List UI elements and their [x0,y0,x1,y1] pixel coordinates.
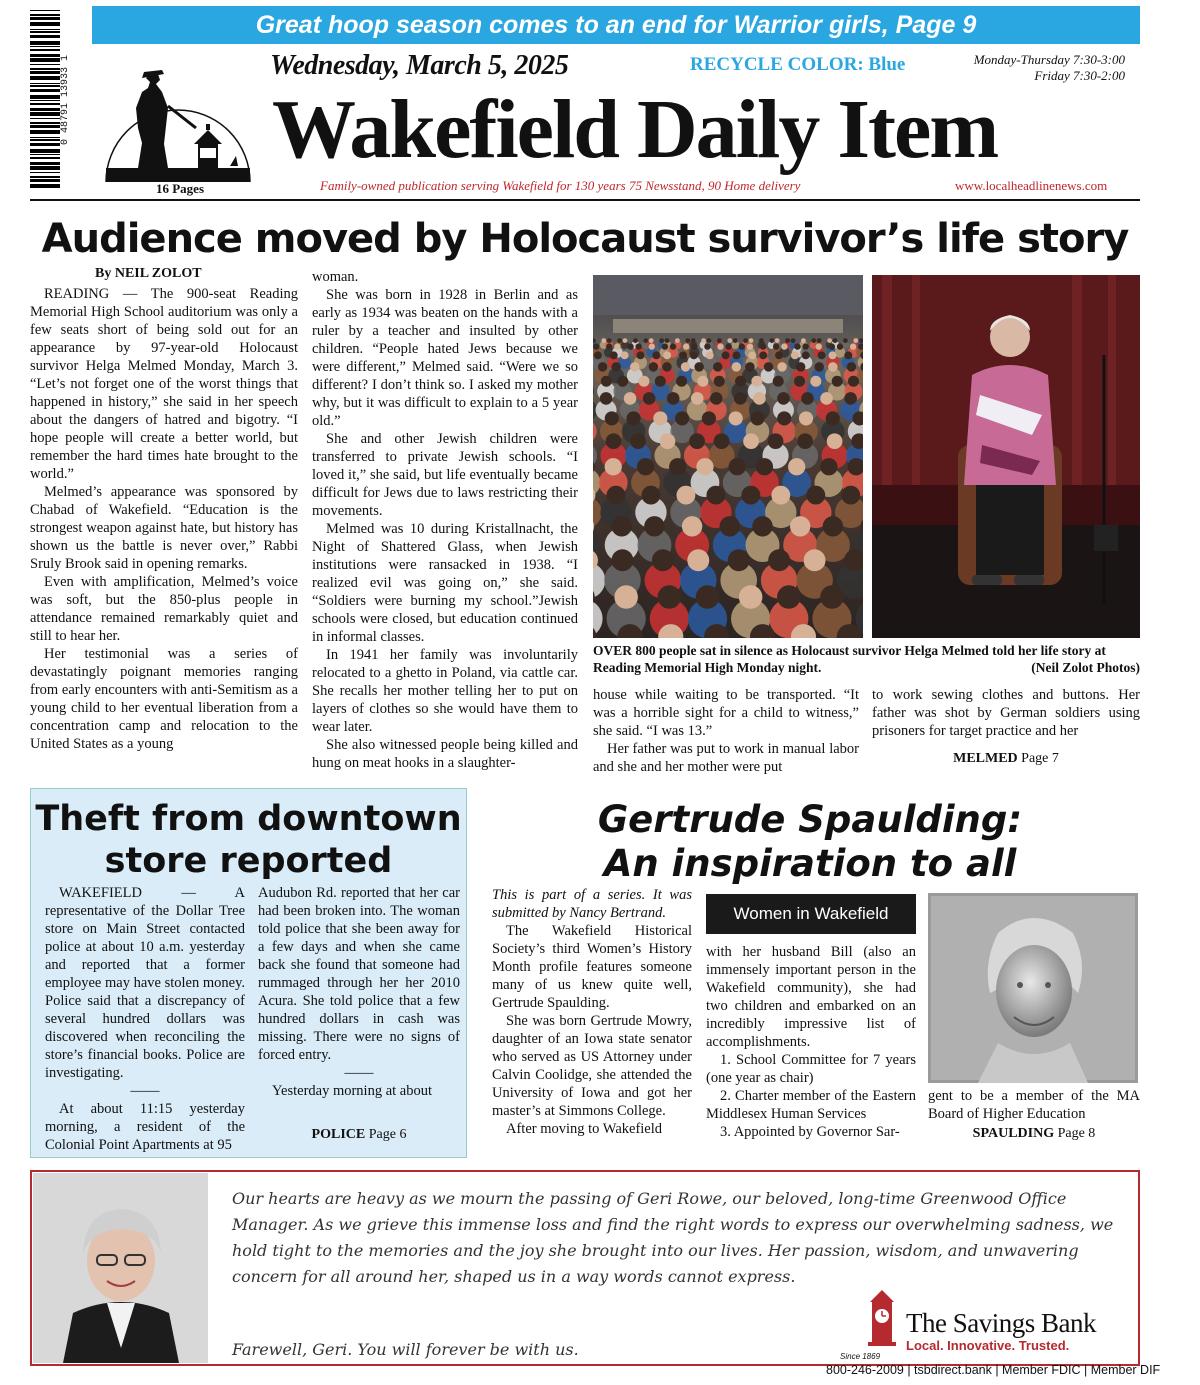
paragraph: to work sewing clothes and buttons. Her father was shot by German soldiers using prisoners for target practice and her [872,687,1140,739]
hours-line-1: Monday-Thursday 7:30-3:00 [973,52,1125,67]
paragraph: Even with amplification, Melmed’s voice was soft, but the 850-plus people in attendance remained remarkably quiet and still to hear her. [30,574,298,644]
jump-page: Page 6 [368,1127,407,1142]
lead-column-1 [30,285,298,753]
spaulding-column-3 [928,1087,1140,1123]
photo-caption [593,642,1140,676]
theft-column-1 [45,884,245,1154]
paragraph: At about 11:15 yesterday morning, a resident of the Colonial Point Apartments at 95 [45,1101,245,1153]
spaulding-column-1-body [492,922,692,1138]
paragraph: with her husband Bill (also an immensely important person in the Wakefield community), she had two children and embarked on an incredibly impressive list of accomplishments. [706,944,916,1050]
recycle-color: RECYCLE COLOR: Blue [690,54,906,75]
paragraph: She and other Jewish children were transferred to private Jewish schools. “I loved it,” she said, but life eventually became difficult for Jews due to laws restricting their movements. [312,431,578,519]
paragraph: 1. School Committee for 7 years (one year as chair) [706,1052,916,1086]
theft-headline-line-2: store reported [104,841,393,881]
jump-key: SPAULDING [972,1126,1055,1141]
women-in-wakefield-label: Women in Wakefield [706,894,916,934]
lead-headline[interactable]: Audience moved by Holocaust survivor’s life story [41,216,1129,262]
spaulding-headline[interactable] [480,798,1140,886]
theft-headline[interactable] [30,798,467,882]
lead-column-2 [312,268,578,772]
series-intro: This is part of a series. It was submitted by Nancy Bertrand. [492,887,692,921]
clock-tower-icon [862,1288,902,1348]
spaulding-column-1 [492,886,692,1138]
caption-text: OVER 800 people sat in silence as Holocaust survivor Helga Melmed told her life story at Reading Memorial High Monday night. [593,643,1106,675]
paragraph: Her father was put to work in manual labor and she and her mother were put [593,741,859,775]
memorial-farewell: Farewell, Geri. You will forever be with us. [232,1340,579,1359]
paragraph: 2. Charter member of the Eastern Middlesex Human Services [706,1088,916,1122]
paragraph: house while waiting to be transported. “It was a horrible sight for a child to witness,” she said. “I was 13.” [593,687,859,739]
jump-page: Page 8 [1057,1126,1096,1141]
bank-contact-info: 800-246-2009 | tsbdirect.bank | Member FDIC | Member DIF [826,1363,1161,1377]
tagline: Family-owned publication serving Wakefield for 130 years 75 Newsstand, 90 Home delivery [320,178,801,193]
paragraph: WAKEFIELD — A representative of the Dollar Tree store on Main Street contacted police at about 10 a.m. yesterday and reported that a former employee may have stolen money. Police said that a discrepancy of several hundred dollars was discovered when reconciling the store’s financial books. Police are investigating. [45,885,245,1081]
paragraph: Melmed was 10 during Kristallnacht, the Night of Shattered Glass, when Jewish institutions were ransacked in 1938. “I realized evil was going on,” she said. “Soldiers were burning my school.”Jewish schools were closed, but education continued in informal classes. [312,521,578,645]
issue-date: Wednesday, March 5, 2025 [270,50,569,81]
spaulding-relief-portrait[interactable] [928,893,1138,1083]
barcode [30,10,60,190]
theft-column-2 [258,884,460,1100]
paragraph: Yesterday morning at about [272,1083,433,1099]
paragraph: 3. Appointed by Governor Sar- [720,1124,900,1140]
police-jump-link[interactable] [258,1127,460,1143]
paragraph: —— [344,1065,374,1081]
paragraph: woman. [312,269,359,285]
auditorium-photo[interactable] [593,275,863,638]
jump-key: POLICE [311,1127,366,1142]
theft-headline-line-1: Theft from downtown [35,799,462,839]
paragraph: READING — The 900-seat Reading Memorial High School auditorium was only a few seats short of being sold out for an appearance by 97-year-old Holocaust survivor Helga Melmed Monday, March 3. “Let’s not forget one of the worst things that happened in history,” she said in her speech about the dangers of hatred and bigotry. “I hope people will create a better world, but remember the hard times hate brought to the world.” [30,286,298,482]
paragraph: She was born in 1928 in Berlin and as early as 1934 was beaten on the hands with a ruler by a teacher and insulted by other children. “People hated Jews because we were different,” Melmed said. “Were we so different? I don’t think so. I asked my mother why, but it was difficult to explain to a 5 year old.” [312,287,578,429]
top-banner[interactable]: Great hoop season comes to an end for Warrior girls, Page 9 [92,6,1140,44]
header-rule [30,199,1140,201]
photo-credit: (Neil Zolot Photos) [1031,660,1140,675]
paragraph: In 1941 her family was involuntarily relocated to a ghetto in Poland, via cattle car. She recalls her mother telling her to put on layers of clothes so she would have them to wear later. [312,647,578,735]
memorial-text: Our hearts are heavy as we mourn the passing of Geri Rowe, our beloved, long-time Greenwood Office Manager. As we grieve this immense loss and find the right words to express our overwhelming sadness, we hold tight to the memories and the joy she brought into our lives. Her passion, wisdom, and unwavering concern for all around her, shaped us in a way words cannot express. [232,1189,1114,1286]
melmed-jump-link[interactable] [872,751,1140,767]
paragraph: gent to be a member of the MA Board of Higher Education [928,1088,1140,1122]
paragraph: After moving to Wakefield [506,1121,663,1137]
page-count: 16 Pages [155,181,205,196]
spaulding-headline-line-2: An inspiration to all [603,842,1017,885]
paragraph: Audubon Rd. reported that her car had been broken into. The woman told police that she been away for a few days and when she came back she found that someone had rummaged through her her 2010 Acura. She told police that a few hundred dollars in cash was missing. There were no signs of forced entry. [258,885,460,1063]
office-hours [950,52,1125,84]
spaulding-headline-line-1: Gertrude Spaulding: [597,798,1023,841]
bank-slogan: Local. Innovative. Trusted. [906,1338,1070,1353]
paragraph: Melmed’s appearance was sponsored by Chabad of Wakefield. “Education is the strongest weapon against hate, but history has shown us the battle is never over,” Rabbi Sruly Brook said in opening remarks. [30,484,298,572]
paragraph: —— [130,1083,160,1099]
minuteman-logo [98,48,258,182]
barcode-digits: 0 48791 13933 1 [60,55,71,146]
paragraph: Her testimonial was a series of devastatingly poignant memories ranging from early encounters with anti-Semitism as a young child to her eventual liberation from a concentration camp and relocation to the United States as a young [30,646,298,752]
geri-rowe-photo [33,1173,208,1363]
website-link[interactable]: www.localheadlinenews.com [955,178,1108,193]
spaulding-jump-link[interactable] [928,1126,1140,1142]
bank-name: The Savings Bank [906,1308,1096,1338]
lead-column-4 [872,686,1140,740]
masthead: Wakefield Daily Item [272,83,998,176]
paragraph: The Wakefield Historical Society’s third Women’s History Month profile features someone many of us knew quite well, Gertrude Spaulding. [492,923,692,1011]
paragraph: She also witnessed people being killed and hung on meat hooks in a slaughter- [312,737,578,771]
paragraph: She was born Gertrude Mowry, daughter of an Iowa state senator who served as US Attorney under Calvin Coolidge, she attended the University of Iowa and got her master’s at Simmons College. [492,1013,692,1119]
jump-page: Page 7 [1021,751,1059,766]
hours-line-2: Friday 7:30-2:00 [1034,68,1125,83]
jump-key: MELMED [953,751,1018,766]
bank-since: Since 1869 [840,1352,881,1361]
helga-melmed-photo[interactable] [872,275,1140,638]
lead-byline: By NEIL ZOLOT [95,266,202,281]
lead-column-3 [593,686,859,776]
spaulding-column-2 [706,943,916,1141]
